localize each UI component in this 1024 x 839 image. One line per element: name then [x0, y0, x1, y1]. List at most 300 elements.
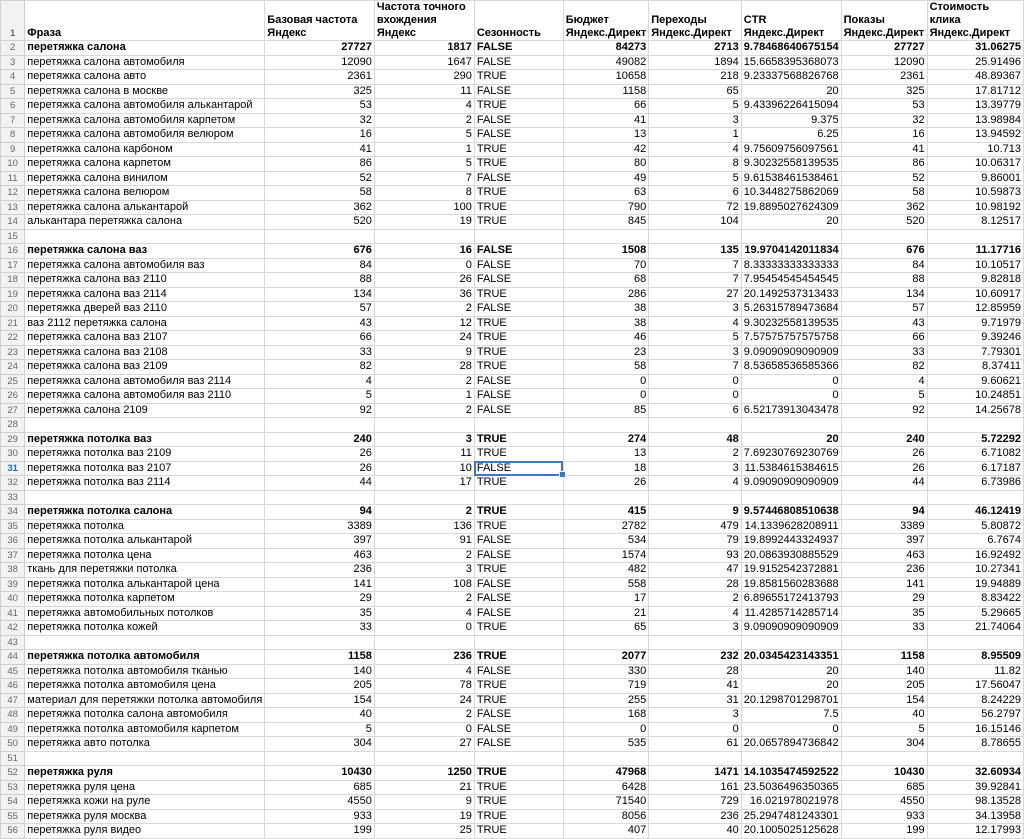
cell-clicks[interactable]: 135 [649, 244, 742, 259]
cell-click-cost[interactable]: 8.24229 [927, 693, 1023, 708]
row-number[interactable]: 9 [1, 142, 25, 157]
row-number[interactable]: 30 [1, 447, 25, 462]
cell-seasonality[interactable]: TRUE [474, 200, 563, 215]
cell-click-cost[interactable]: 8.83422 [927, 592, 1023, 607]
cell-ctr[interactable]: 14.1035474592522 [741, 766, 841, 781]
cell-seasonality[interactable]: FALSE [474, 302, 563, 317]
cell-click-cost[interactable]: 11.82 [927, 664, 1023, 679]
cell-clicks[interactable] [649, 229, 742, 244]
cell-click-cost[interactable]: 9.82818 [927, 273, 1023, 288]
row-number[interactable]: 25 [1, 374, 25, 389]
cell-exact-frequency[interactable]: 236 [374, 650, 474, 665]
cell-ctr[interactable]: 16.021978021978 [741, 795, 841, 810]
cell-seasonality[interactable]: FALSE [474, 708, 563, 723]
cell-exact-frequency[interactable]: 1817 [374, 41, 474, 56]
cell-clicks[interactable]: 3 [649, 113, 742, 128]
cell-base-frequency[interactable]: 4550 [265, 795, 375, 810]
cell-exact-frequency[interactable]: 2 [374, 403, 474, 418]
header-budget[interactable]: Бюджет Яндекс.Директ [563, 1, 649, 41]
cell-impressions[interactable]: 325 [841, 84, 927, 99]
cell-click-cost[interactable]: 13.39779 [927, 99, 1023, 114]
cell-base-frequency[interactable]: 52 [265, 171, 375, 186]
cell-seasonality[interactable]: TRUE [474, 186, 563, 201]
cell-exact-frequency[interactable]: 27 [374, 737, 474, 752]
cell-seasonality[interactable]: FALSE [474, 55, 563, 70]
cell-impressions[interactable]: 86 [841, 157, 927, 172]
cell-exact-frequency[interactable]: 2 [374, 708, 474, 723]
cell-phrase[interactable]: перетяжка потолка кожей [25, 621, 265, 636]
cell-base-frequency[interactable] [265, 635, 375, 650]
cell-impressions[interactable]: 66 [841, 331, 927, 346]
cell-clicks[interactable]: 9 [649, 505, 742, 520]
cell-phrase[interactable]: перетяжка потолка ваз 2109 [25, 447, 265, 462]
cell-phrase[interactable]: перетяжка руля видео [25, 824, 265, 839]
cell-impressions[interactable] [841, 635, 927, 650]
cell-base-frequency[interactable]: 685 [265, 780, 375, 795]
cell-click-cost[interactable]: 8.95509 [927, 650, 1023, 665]
cell-ctr[interactable]: 7.5 [741, 708, 841, 723]
cell-budget[interactable]: 482 [563, 563, 649, 578]
cell-phrase[interactable]: перетяжка автомобильных потолков [25, 606, 265, 621]
cell-impressions[interactable]: 40 [841, 708, 927, 723]
cell-clicks[interactable]: 7 [649, 360, 742, 375]
cell-exact-frequency[interactable]: 2 [374, 374, 474, 389]
cell-clicks[interactable]: 161 [649, 780, 742, 795]
cell-impressions[interactable]: 4550 [841, 795, 927, 810]
cell-seasonality[interactable]: FALSE [474, 374, 563, 389]
cell-exact-frequency[interactable]: 26 [374, 273, 474, 288]
cell-impressions[interactable]: 33 [841, 621, 927, 636]
cell-clicks[interactable]: 27 [649, 287, 742, 302]
cell-budget[interactable]: 70 [563, 258, 649, 273]
cell-phrase[interactable]: перетяжка салона автомобиля ваз [25, 258, 265, 273]
cell-clicks[interactable]: 41 [649, 679, 742, 694]
cell-click-cost[interactable]: 9.71979 [927, 316, 1023, 331]
cell-budget[interactable]: 286 [563, 287, 649, 302]
cell-impressions[interactable]: 43 [841, 316, 927, 331]
cell-phrase[interactable]: перетяжка салона автомобиля велюром [25, 128, 265, 143]
cell-ctr[interactable]: 9.30232558139535 [741, 316, 841, 331]
cell-ctr[interactable]: 6.25 [741, 128, 841, 143]
cell-impressions[interactable]: 41 [841, 142, 927, 157]
header-seasonality[interactable]: Сезонность [474, 1, 563, 41]
cell-ctr[interactable]: 20 [741, 664, 841, 679]
cell-seasonality[interactable]: FALSE [474, 722, 563, 737]
cell-budget[interactable]: 415 [563, 505, 649, 520]
cell-clicks[interactable]: 2713 [649, 41, 742, 56]
cell-exact-frequency[interactable]: 0 [374, 258, 474, 273]
cell-budget[interactable]: 6428 [563, 780, 649, 795]
cell-clicks[interactable]: 8 [649, 157, 742, 172]
cell-seasonality[interactable]: TRUE [474, 345, 563, 360]
cell-impressions[interactable] [841, 490, 927, 505]
cell-seasonality[interactable] [474, 635, 563, 650]
cell-seasonality[interactable]: TRUE [474, 621, 563, 636]
cell-seasonality[interactable]: TRUE [474, 563, 563, 578]
cell-seasonality[interactable]: FALSE [474, 403, 563, 418]
cell-clicks[interactable]: 2 [649, 592, 742, 607]
cell-phrase[interactable]: перетяжка потолка салона [25, 505, 265, 520]
cell-click-cost[interactable]: 46.12419 [927, 505, 1023, 520]
cell-exact-frequency[interactable]: 290 [374, 70, 474, 85]
cell-ctr[interactable]: 9.78468640675154 [741, 41, 841, 56]
cell-impressions[interactable]: 1158 [841, 650, 927, 665]
cell-click-cost[interactable]: 56.2797 [927, 708, 1023, 723]
cell-base-frequency[interactable]: 240 [265, 432, 375, 447]
cell-click-cost[interactable]: 32.60934 [927, 766, 1023, 781]
row-number[interactable]: 42 [1, 621, 25, 636]
cell-seasonality[interactable]: FALSE [474, 258, 563, 273]
cell-exact-frequency[interactable]: 100 [374, 200, 474, 215]
cell-seasonality[interactable]: FALSE [474, 84, 563, 99]
cell-phrase[interactable]: материал для перетяжки потолка автомобиля [25, 693, 265, 708]
header-base-frequency[interactable]: Базовая частота Яндекс [265, 1, 375, 41]
row-number[interactable]: 51 [1, 751, 25, 766]
cell-seasonality[interactable]: TRUE [474, 142, 563, 157]
cell-seasonality[interactable] [474, 418, 563, 433]
cell-ctr[interactable]: 19.8895027624309 [741, 200, 841, 215]
cell-clicks[interactable]: 4 [649, 476, 742, 491]
cell-base-frequency[interactable]: 362 [265, 200, 375, 215]
cell-clicks[interactable]: 47 [649, 563, 742, 578]
cell-phrase[interactable]: перетяжка салона автомобиля ваз 2110 [25, 389, 265, 404]
row-number[interactable]: 31 [1, 461, 25, 476]
cell-ctr[interactable]: 5.26315789473684 [741, 302, 841, 317]
row-number[interactable]: 1 [1, 1, 25, 41]
row-number[interactable]: 20 [1, 302, 25, 317]
cell-base-frequency[interactable]: 33 [265, 621, 375, 636]
cell-ctr[interactable]: 11.5384615384615 [741, 461, 841, 476]
cell-click-cost[interactable]: 39.92841 [927, 780, 1023, 795]
cell-click-cost[interactable]: 11.17716 [927, 244, 1023, 259]
cell-base-frequency[interactable]: 140 [265, 664, 375, 679]
row-number[interactable]: 2 [1, 41, 25, 56]
row-number[interactable]: 14 [1, 215, 25, 230]
cell-phrase[interactable]: перетяжка салона ваз 2114 [25, 287, 265, 302]
cell-ctr[interactable] [741, 229, 841, 244]
cell-phrase[interactable]: перетяжка салона ваз 2108 [25, 345, 265, 360]
cell-ctr[interactable]: 9.43396226415094 [741, 99, 841, 114]
cell-exact-frequency[interactable]: 25 [374, 824, 474, 839]
cell-clicks[interactable]: 61 [649, 737, 742, 752]
cell-budget[interactable]: 38 [563, 302, 649, 317]
cell-exact-frequency[interactable]: 2 [374, 113, 474, 128]
cell-exact-frequency[interactable]: 91 [374, 534, 474, 549]
cell-clicks[interactable]: 104 [649, 215, 742, 230]
cell-ctr[interactable] [741, 490, 841, 505]
cell-budget[interactable]: 66 [563, 99, 649, 114]
row-number[interactable]: 24 [1, 360, 25, 375]
cell-base-frequency[interactable]: 12090 [265, 55, 375, 70]
cell-exact-frequency[interactable]: 78 [374, 679, 474, 694]
cell-click-cost[interactable]: 21.74064 [927, 621, 1023, 636]
cell-impressions[interactable]: 26 [841, 461, 927, 476]
cell-impressions[interactable]: 12090 [841, 55, 927, 70]
row-number[interactable]: 7 [1, 113, 25, 128]
cell-exact-frequency[interactable]: 17 [374, 476, 474, 491]
cell-impressions[interactable]: 520 [841, 215, 927, 230]
cell-seasonality[interactable]: TRUE [474, 447, 563, 462]
cell-exact-frequency[interactable]: 3 [374, 432, 474, 447]
cell-impressions[interactable]: 58 [841, 186, 927, 201]
cell-budget[interactable]: 18 [563, 461, 649, 476]
cell-exact-frequency[interactable]: 8 [374, 186, 474, 201]
cell-base-frequency[interactable]: 40 [265, 708, 375, 723]
cell-ctr[interactable] [741, 751, 841, 766]
cell-ctr[interactable]: 6.52173913043478 [741, 403, 841, 418]
cell-budget[interactable]: 47968 [563, 766, 649, 781]
cell-seasonality[interactable] [474, 751, 563, 766]
row-number[interactable]: 26 [1, 389, 25, 404]
cell-click-cost[interactable] [927, 751, 1023, 766]
cell-ctr[interactable]: 20.1005025125628 [741, 824, 841, 839]
cell-budget[interactable] [563, 490, 649, 505]
cell-seasonality[interactable]: FALSE [474, 606, 563, 621]
cell-base-frequency[interactable]: 933 [265, 809, 375, 824]
cell-budget[interactable] [563, 635, 649, 650]
cell-seasonality[interactable]: TRUE [474, 157, 563, 172]
cell-ctr[interactable]: 6.89655172413793 [741, 592, 841, 607]
cell-budget[interactable]: 49 [563, 171, 649, 186]
cell-click-cost[interactable]: 12.17993 [927, 824, 1023, 839]
cell-seasonality[interactable]: TRUE [474, 360, 563, 375]
row-number[interactable]: 12 [1, 186, 25, 201]
cell-base-frequency[interactable]: 86 [265, 157, 375, 172]
cell-seasonality[interactable]: TRUE [474, 519, 563, 534]
row-number[interactable]: 35 [1, 519, 25, 534]
cell-base-frequency[interactable]: 88 [265, 273, 375, 288]
cell-budget[interactable]: 0 [563, 389, 649, 404]
cell-impressions[interactable]: 304 [841, 737, 927, 752]
cell-ctr[interactable]: 25.2947481243301 [741, 809, 841, 824]
cell-seasonality[interactable] [474, 229, 563, 244]
cell-clicks[interactable]: 3 [649, 345, 742, 360]
cell-exact-frequency[interactable]: 7 [374, 171, 474, 186]
cell-exact-frequency[interactable]: 9 [374, 795, 474, 810]
cell-seasonality[interactable]: FALSE [474, 41, 563, 56]
cell-seasonality[interactable]: TRUE [474, 780, 563, 795]
cell-impressions[interactable]: 199 [841, 824, 927, 839]
cell-phrase[interactable]: перетяжка авто потолка [25, 737, 265, 752]
cell-exact-frequency[interactable]: 4 [374, 99, 474, 114]
row-number[interactable]: 39 [1, 577, 25, 592]
cell-click-cost[interactable]: 13.94592 [927, 128, 1023, 143]
cell-ctr[interactable]: 19.8992443324937 [741, 534, 841, 549]
cell-impressions[interactable]: 57 [841, 302, 927, 317]
cell-seasonality[interactable]: FALSE [474, 664, 563, 679]
cell-budget[interactable]: 42 [563, 142, 649, 157]
cell-budget[interactable]: 168 [563, 708, 649, 723]
cell-impressions[interactable]: 140 [841, 664, 927, 679]
cell-budget[interactable]: 0 [563, 374, 649, 389]
row-number[interactable]: 21 [1, 316, 25, 331]
cell-clicks[interactable]: 7 [649, 258, 742, 273]
cell-phrase[interactable]: перетяжка потолка алькантарой цена [25, 577, 265, 592]
cell-clicks[interactable]: 28 [649, 577, 742, 592]
cell-click-cost[interactable]: 10.60917 [927, 287, 1023, 302]
cell-impressions[interactable]: 44 [841, 476, 927, 491]
cell-phrase[interactable]: перетяжка потолка ваз 2107 [25, 461, 265, 476]
cell-base-frequency[interactable]: 676 [265, 244, 375, 259]
row-number[interactable]: 45 [1, 664, 25, 679]
cell-impressions[interactable]: 32 [841, 113, 927, 128]
cell-exact-frequency[interactable]: 4 [374, 664, 474, 679]
cell-clicks[interactable]: 7 [649, 273, 742, 288]
cell-clicks[interactable]: 6 [649, 186, 742, 201]
cell-phrase[interactable]: перетяжка потолка автомобиля цена [25, 679, 265, 694]
cell-seasonality[interactable]: FALSE [474, 389, 563, 404]
cell-click-cost[interactable]: 17.56047 [927, 679, 1023, 694]
cell-exact-frequency[interactable]: 2 [374, 505, 474, 520]
cell-ctr[interactable]: 9.75609756097561 [741, 142, 841, 157]
cell-impressions[interactable]: 27727 [841, 41, 927, 56]
cell-budget[interactable]: 21 [563, 606, 649, 621]
cell-click-cost[interactable]: 8.12517 [927, 215, 1023, 230]
cell-clicks[interactable]: 48 [649, 432, 742, 447]
cell-exact-frequency[interactable] [374, 490, 474, 505]
cell-exact-frequency[interactable]: 4 [374, 606, 474, 621]
cell-seasonality[interactable] [474, 490, 563, 505]
row-number[interactable]: 41 [1, 606, 25, 621]
cell-click-cost[interactable]: 12.85959 [927, 302, 1023, 317]
cell-base-frequency[interactable]: 26 [265, 447, 375, 462]
cell-ctr[interactable]: 20 [741, 84, 841, 99]
row-number[interactable]: 13 [1, 200, 25, 215]
cell-phrase[interactable]: перетяжка потолка автомобиля [25, 650, 265, 665]
cell-exact-frequency[interactable]: 0 [374, 621, 474, 636]
cell-seasonality[interactable]: TRUE [474, 215, 563, 230]
cell-phrase[interactable]: перетяжка потолка алькантарой [25, 534, 265, 549]
cell-exact-frequency[interactable]: 9 [374, 345, 474, 360]
cell-click-cost[interactable]: 31.06275 [927, 41, 1023, 56]
cell-budget[interactable] [563, 418, 649, 433]
cell-base-frequency[interactable] [265, 751, 375, 766]
cell-seasonality[interactable]: TRUE [474, 679, 563, 694]
row-number[interactable]: 16 [1, 244, 25, 259]
cell-click-cost[interactable]: 9.39246 [927, 331, 1023, 346]
cell-click-cost[interactable]: 8.78655 [927, 737, 1023, 752]
cell-ctr[interactable]: 20.0863930885529 [741, 548, 841, 563]
cell-clicks[interactable]: 0 [649, 374, 742, 389]
row-number[interactable]: 56 [1, 824, 25, 839]
cell-base-frequency[interactable]: 397 [265, 534, 375, 549]
cell-phrase[interactable] [25, 635, 265, 650]
cell-clicks[interactable]: 3 [649, 302, 742, 317]
row-number[interactable]: 22 [1, 331, 25, 346]
cell-clicks[interactable]: 729 [649, 795, 742, 810]
cell-impressions[interactable]: 94 [841, 505, 927, 520]
cell-base-frequency[interactable]: 5 [265, 722, 375, 737]
cell-phrase[interactable]: перетяжка салона автомобиля ваз 2114 [25, 374, 265, 389]
row-number[interactable]: 15 [1, 229, 25, 244]
cell-ctr[interactable]: 15.6658395368073 [741, 55, 841, 70]
cell-exact-frequency[interactable]: 19 [374, 809, 474, 824]
header-impressions[interactable]: Показы Яндекс.Директ [841, 1, 927, 41]
cell-click-cost[interactable]: 10.24851 [927, 389, 1023, 404]
cell-exact-frequency[interactable]: 136 [374, 519, 474, 534]
cell-impressions[interactable]: 10430 [841, 766, 927, 781]
cell-click-cost[interactable]: 10.27341 [927, 563, 1023, 578]
cell-exact-frequency[interactable] [374, 418, 474, 433]
cell-ctr[interactable]: 19.8581560283688 [741, 577, 841, 592]
cell-exact-frequency[interactable] [374, 635, 474, 650]
row-number[interactable]: 10 [1, 157, 25, 172]
cell-clicks[interactable] [649, 635, 742, 650]
cell-base-frequency[interactable]: 205 [265, 679, 375, 694]
cell-ctr[interactable]: 9.57446808510638 [741, 505, 841, 520]
cell-base-frequency[interactable]: 32 [265, 113, 375, 128]
cell-base-frequency[interactable]: 154 [265, 693, 375, 708]
row-number[interactable]: 17 [1, 258, 25, 273]
cell-impressions[interactable]: 16 [841, 128, 927, 143]
cell-click-cost[interactable] [927, 490, 1023, 505]
row-number[interactable]: 27 [1, 403, 25, 418]
header-exact-frequency[interactable]: Частота точного вхождения Яндекс [374, 1, 474, 41]
cell-click-cost[interactable]: 16.15146 [927, 722, 1023, 737]
cell-ctr[interactable]: 20 [741, 432, 841, 447]
cell-seasonality[interactable]: TRUE [474, 331, 563, 346]
cell-seasonality[interactable]: FALSE [474, 171, 563, 186]
cell-clicks[interactable]: 40 [649, 824, 742, 839]
cell-impressions[interactable]: 134 [841, 287, 927, 302]
cell-seasonality[interactable]: TRUE [474, 650, 563, 665]
cell-ctr[interactable]: 7.95454545454545 [741, 273, 841, 288]
cell-clicks[interactable]: 31 [649, 693, 742, 708]
cell-ctr[interactable]: 20.1492537313433 [741, 287, 841, 302]
cell-exact-frequency[interactable]: 1 [374, 142, 474, 157]
cell-base-frequency[interactable]: 10430 [265, 766, 375, 781]
cell-exact-frequency[interactable]: 108 [374, 577, 474, 592]
cell-click-cost[interactable]: 6.17187 [927, 461, 1023, 476]
cell-phrase[interactable]: ваз 2112 перетяжка салона [25, 316, 265, 331]
cell-click-cost[interactable]: 17.81712 [927, 84, 1023, 99]
cell-click-cost[interactable]: 10.10517 [927, 258, 1023, 273]
cell-budget[interactable]: 534 [563, 534, 649, 549]
header-phrase[interactable]: Фраза [25, 1, 265, 41]
cell-phrase[interactable]: перетяжка салона карбоном [25, 142, 265, 157]
cell-seasonality[interactable]: TRUE [474, 766, 563, 781]
cell-base-frequency[interactable]: 463 [265, 548, 375, 563]
cell-exact-frequency[interactable]: 11 [374, 84, 474, 99]
cell-phrase[interactable]: перетяжка руля [25, 766, 265, 781]
cell-exact-frequency[interactable]: 21 [374, 780, 474, 795]
row-number[interactable]: 33 [1, 490, 25, 505]
cell-clicks[interactable]: 28 [649, 664, 742, 679]
cell-ctr[interactable]: 9.09090909090909 [741, 345, 841, 360]
cell-exact-frequency[interactable]: 36 [374, 287, 474, 302]
cell-clicks[interactable]: 5 [649, 99, 742, 114]
cell-base-frequency[interactable]: 520 [265, 215, 375, 230]
cell-phrase[interactable]: перетяжка салона в москве [25, 84, 265, 99]
cell-base-frequency[interactable]: 94 [265, 505, 375, 520]
cell-clicks[interactable]: 4 [649, 606, 742, 621]
cell-phrase[interactable]: перетяжка потолка ваз 2114 [25, 476, 265, 491]
row-number[interactable]: 55 [1, 809, 25, 824]
cell-clicks[interactable]: 5 [649, 171, 742, 186]
row-number[interactable]: 19 [1, 287, 25, 302]
row-number[interactable]: 3 [1, 55, 25, 70]
cell-phrase[interactable]: перетяжка салона винилом [25, 171, 265, 186]
cell-base-frequency[interactable]: 236 [265, 563, 375, 578]
cell-phrase[interactable]: алькантара перетяжка салона [25, 215, 265, 230]
cell-phrase[interactable]: перетяжка руля цена [25, 780, 265, 795]
cell-phrase[interactable]: перетяжка потолка [25, 519, 265, 534]
row-number[interactable]: 5 [1, 84, 25, 99]
row-number[interactable]: 4 [1, 70, 25, 85]
cell-ctr[interactable]: 14.1339628208911 [741, 519, 841, 534]
cell-click-cost[interactable]: 7.79301 [927, 345, 1023, 360]
cell-clicks[interactable]: 6 [649, 403, 742, 418]
